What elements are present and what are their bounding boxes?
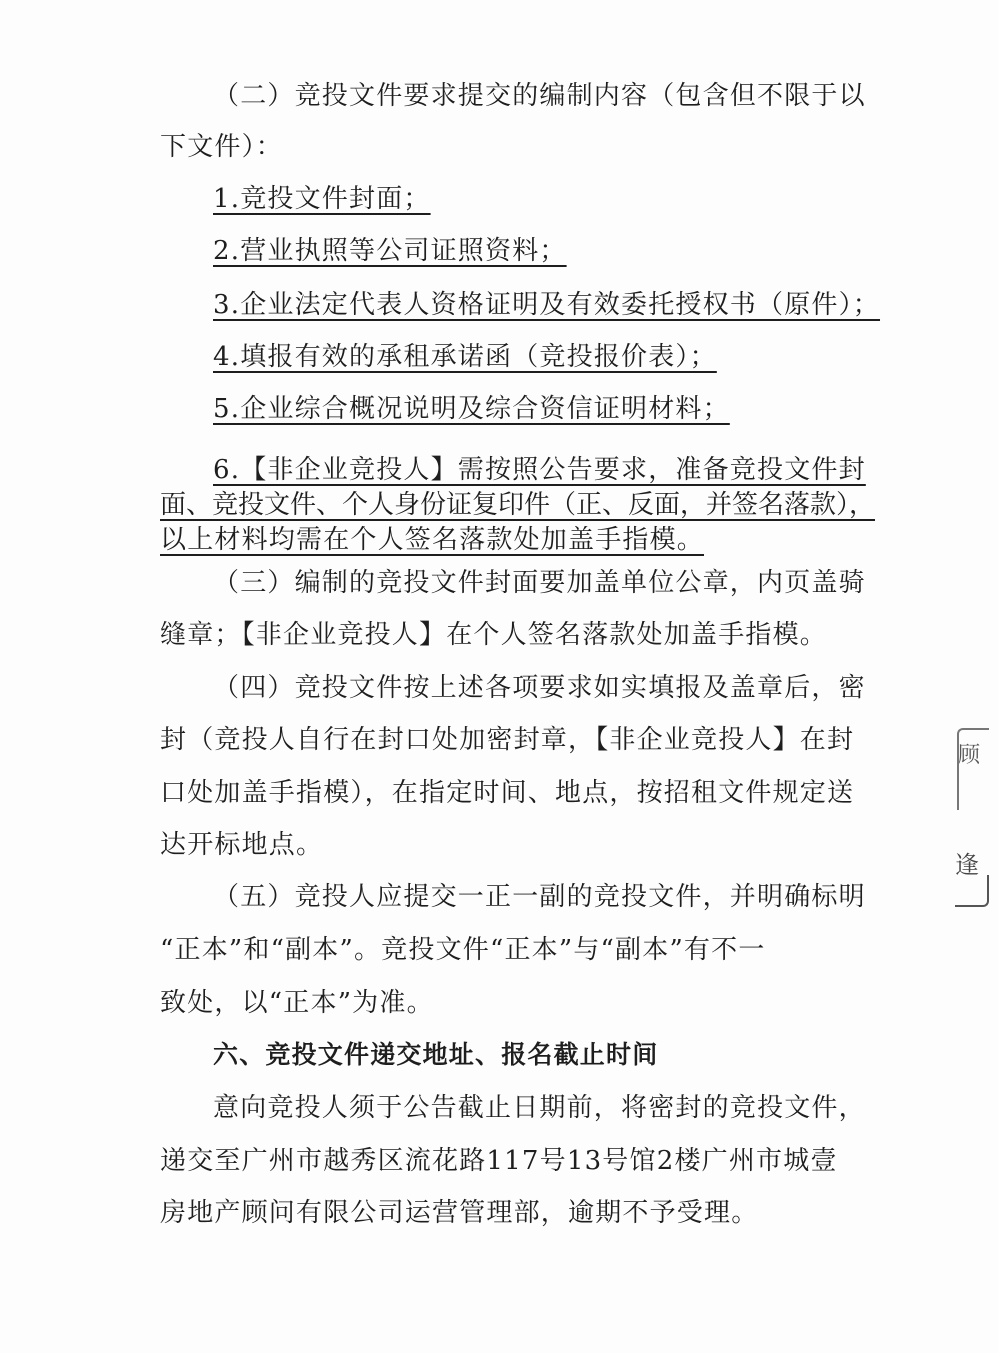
section-6-heading: 六、竞投文件递交地址、报名截止时间 — [213, 1040, 659, 1069]
section-5-line-3: 致处，以“正本”为准。 — [160, 988, 434, 1018]
section-3-line-2: 缝章；【非企业竞投人】在个人签名落款处加盖手指模。 — [160, 620, 828, 650]
section-5-line-1: （五）竞投人应提交一正一副的竞投文件，并明确标明 — [213, 882, 866, 912]
section-4-line-2: 封（竞投人自行在封口处加密封章，【非企业竞投人】在封 — [160, 725, 855, 755]
list-item-6-text-2: 面、竞投文件、个人身份证复印件（正、反面，并签名落款）， — [160, 490, 876, 520]
list-item-5 — [213, 391, 863, 427]
list-item-4 — [213, 339, 863, 375]
section-6-line-1: 意向竞投人须于公告截止日期前，将密封的竞投文件， — [213, 1093, 866, 1123]
list-item-1 — [213, 181, 863, 217]
list-item-1-text: 1.竞投文件封面； — [213, 184, 431, 214]
list-item-5-text: 5.企业综合概况说明及综合资信证明材料； — [213, 394, 730, 424]
list-item-3-text: 3.企业法定代表人资格证明及有效委托授权书（原件）； — [213, 290, 881, 320]
list-item-6-line-1 — [213, 452, 866, 488]
list-item-6-text-1: 6.【非企业竞投人】需按照公告要求，准备竞投文件封 — [213, 455, 866, 485]
list-item-6-text-3: 以上材料均需在个人签名落款处加盖手指模。 — [160, 525, 705, 555]
section-3-line-1: （三）编制的竞投文件封面要加盖单位公章，内页盖骑 — [213, 568, 866, 598]
seam-stamp-char-bottom: 逢 — [955, 851, 979, 879]
section-6-line-2: 递交至广州市越秀区流花路117号13号馆2楼广州市城壹 — [160, 1146, 838, 1176]
list-item-2 — [213, 233, 863, 269]
section-2-heading-line: （二）竞投文件要求提交的编制内容（包含但不限于以 — [213, 81, 866, 111]
section-4-line-1: （四）竞投文件按上述各项要求如实填报及盖章后，密 — [213, 673, 866, 703]
list-item-3 — [213, 287, 881, 323]
list-item-6-line-3 — [160, 522, 860, 558]
section-4-line-4: 达开标地点。 — [160, 830, 324, 860]
section-5-line-2: “正本”和“副本”。竞投文件“正本”与“副本”有不一 — [160, 935, 766, 965]
section-6-line-3: 房地产顾问有限公司运营管理部，逾期不予受理。 — [160, 1198, 759, 1228]
seam-stamp-bracket-bottom — [955, 875, 989, 907]
list-item-6-line-2 — [160, 487, 876, 523]
seam-stamp-char-top: 顾 — [958, 743, 981, 768]
list-item-4-text: 4.填报有效的承租承诺函（竞投报价表）； — [213, 342, 717, 372]
section-4-line-3: 口处加盖手指模），在指定时间、地点，按招租文件规定送 — [160, 778, 855, 808]
list-item-2-text: 2.营业执照等公司证照资料； — [213, 236, 567, 266]
section-2-heading-cont: 下文件）： — [160, 132, 284, 162]
